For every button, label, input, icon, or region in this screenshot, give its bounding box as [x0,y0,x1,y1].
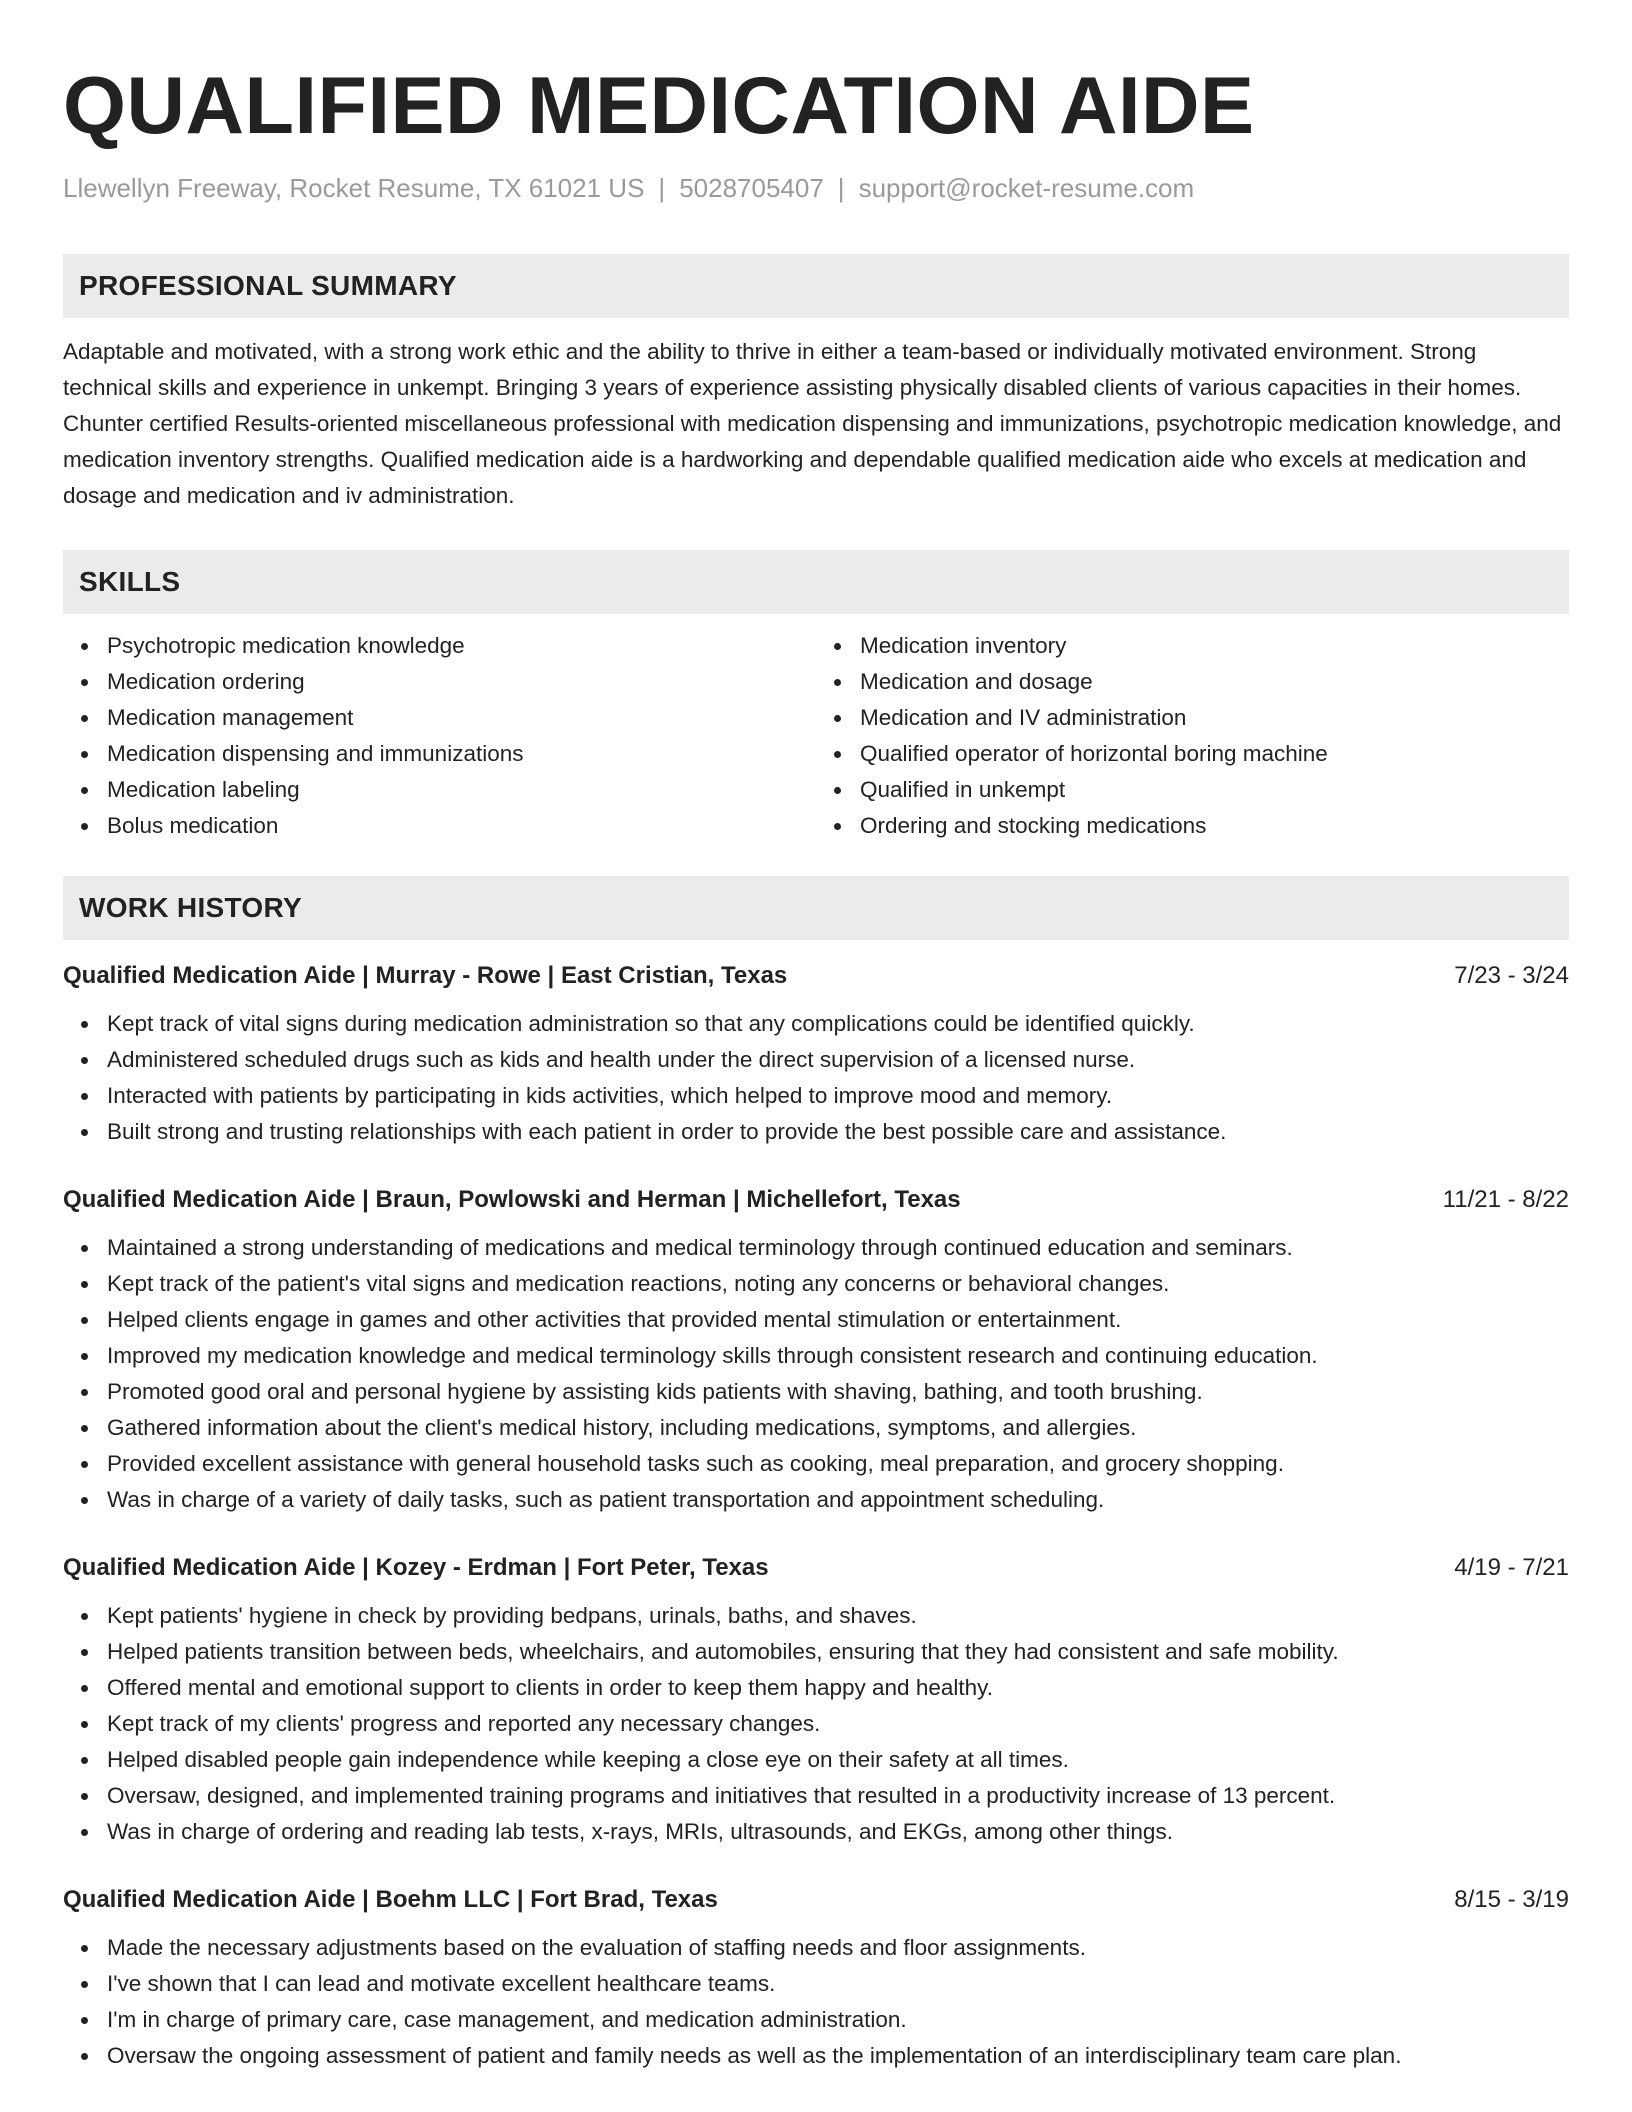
work-history-heading: WORK HISTORY [63,876,1569,940]
skill-item: Qualified operator of horizontal boring machine [860,736,1569,772]
job-bullet: Helped disabled people gain independence while keeping a close eye on their safety at all times. [107,1742,1569,1778]
skills-column-right [816,628,1569,844]
contact-email: support@rocket-resume.com [858,173,1195,203]
skill-item: Qualified in unkempt [860,772,1569,808]
job-bullet: Kept patients' hygiene in check by providing bedpans, urinals, baths, and shaves. [107,1598,1569,1634]
summary-heading: PROFESSIONAL SUMMARY [63,254,1569,318]
job-entry [63,960,1569,1150]
job-bullet: Was in charge of ordering and reading lab tests, x-rays, MRIs, ultrasounds, and EKGs, among other things. [107,1814,1569,1850]
job-dates: 8/15 - 3/19 [1454,1886,1569,1913]
skill-item: Medication inventory [860,628,1569,664]
contact-phone: 5028705407 [679,173,824,203]
summary-text: Adaptable and motivated, with a strong work ethic and the ability to thrive in either a team-based or individually motivated environment. Strong technical skills and experience in unkempt. Bringing 3 years of experience assisting physically disabled clients of various capacities in their homes. Chunter certified Results-oriented miscellaneous professional with medication dispensing and immunizations, psychotropic medication knowledge, and medication inventory strengths. Qualified medication aide is a hardworking and dependable qualified medication aide who excels at medication and dosage and medication and iv administration. [63,339,1562,508]
job-bullet: Kept track of my clients' progress and reported any necessary changes. [107,1706,1569,1742]
skill-item: Medication dispensing and immunizations [107,736,816,772]
job-bullet: Kept track of vital signs during medication administration so that any complications could be identified quickly. [107,1006,1569,1042]
job-bullet: Was in charge of a variety of daily tasks, such as patient transportation and appointment scheduling. [107,1482,1569,1518]
job-bullet: Helped patients transition between beds, wheelchairs, and automobiles, ensuring that they had consistent and safe mobility. [107,1634,1569,1670]
job-bullet: Helped clients engage in games and other activities that provided mental stimulation or entertainment. [107,1302,1569,1338]
job-dates: 11/21 - 8/22 [1442,1186,1569,1213]
job-bullets [63,1930,1569,2074]
skills-heading: SKILLS [63,550,1569,614]
job-title: Qualified Medication Aide | Braun, Powlowski and Herman | Michellefort, Texas [63,1186,961,1213]
resume-name: QUALIFIED MEDICATION AIDE [63,61,1255,151]
skill-item: Medication and IV administration [860,700,1569,736]
job-entry [63,1884,1569,2074]
skills-column-left [63,628,816,844]
job-header [63,1884,1569,1916]
job-bullet: Offered mental and emotional support to clients in order to keep them happy and healthy. [107,1670,1569,1706]
contact-separator: | [837,173,845,203]
job-title: Qualified Medication Aide | Kozey - Erdman | Fort Peter, Texas [63,1554,769,1581]
job-header [63,1184,1569,1216]
job-title: Qualified Medication Aide | Murray - Rowe | East Cristian, Texas [63,962,788,989]
job-bullets [63,1006,1569,1150]
job-bullet: I'm in charge of primary care, case management, and medication administration. [107,2002,1569,2038]
job-bullet: Gathered information about the client's medical history, including medications, symptoms, and allergies. [107,1410,1569,1446]
job-bullet: Provided excellent assistance with general household tasks such as cooking, meal preparation, and grocery shopping. [107,1446,1569,1482]
job-dates: 7/23 - 3/24 [1454,962,1569,989]
job-entry [63,1552,1569,1850]
skill-item: Bolus medication [107,808,816,844]
job-bullet: Oversaw, designed, and implemented training programs and initiatives that resulted in a productivity increase of 13 percent. [107,1778,1569,1814]
contact-separator: | [658,173,666,203]
job-bullet: Kept track of the patient's vital signs and medication reactions, noting any concerns or behavioral changes. [107,1266,1569,1302]
skill-item: Medication labeling [107,772,816,808]
job-header [63,960,1569,992]
skill-item: Medication ordering [107,664,816,700]
job-bullets [63,1230,1569,1518]
job-bullets [63,1598,1569,1850]
job-header [63,1552,1569,1584]
job-bullet: Maintained a strong understanding of medications and medical terminology through continued education and seminars. [107,1230,1569,1266]
job-bullet: Improved my medication knowledge and medical terminology skills through consistent research and continuing education. [107,1338,1569,1374]
job-title: Qualified Medication Aide | Boehm LLC | Fort Brad, Texas [63,1886,718,1913]
job-bullet: Administered scheduled drugs such as kids and health under the direct supervision of a licensed nurse. [107,1042,1569,1078]
skill-item: Medication and dosage [860,664,1569,700]
job-bullet: Promoted good oral and personal hygiene by assisting kids patients with shaving, bathing, and tooth brushing. [107,1374,1569,1410]
contact-line [63,172,1569,204]
job-bullet: Built strong and trusting relationships with each patient in order to provide the best possible care and assistance. [107,1114,1569,1150]
skill-item: Medication management [107,700,816,736]
job-bullet: Interacted with patients by participating in kids activities, which helped to improve mood and memory. [107,1078,1569,1114]
job-bullet: Oversaw the ongoing assessment of patient and family needs as well as the implementation of an interdisciplinary team care plan. [107,2038,1569,2074]
job-dates: 4/19 - 7/21 [1454,1554,1569,1581]
job-bullet: I've shown that I can lead and motivate excellent healthcare teams. [107,1966,1569,2002]
job-entry [63,1184,1569,1518]
job-bullet: Made the necessary adjustments based on the evaluation of staffing needs and floor assignments. [107,1930,1569,1966]
contact-address: Llewellyn Freeway, Rocket Resume, TX 61021 US [63,173,645,203]
skills-list [63,628,1569,844]
skill-item: Ordering and stocking medications [860,808,1569,844]
skill-item: Psychotropic medication knowledge [107,628,816,664]
